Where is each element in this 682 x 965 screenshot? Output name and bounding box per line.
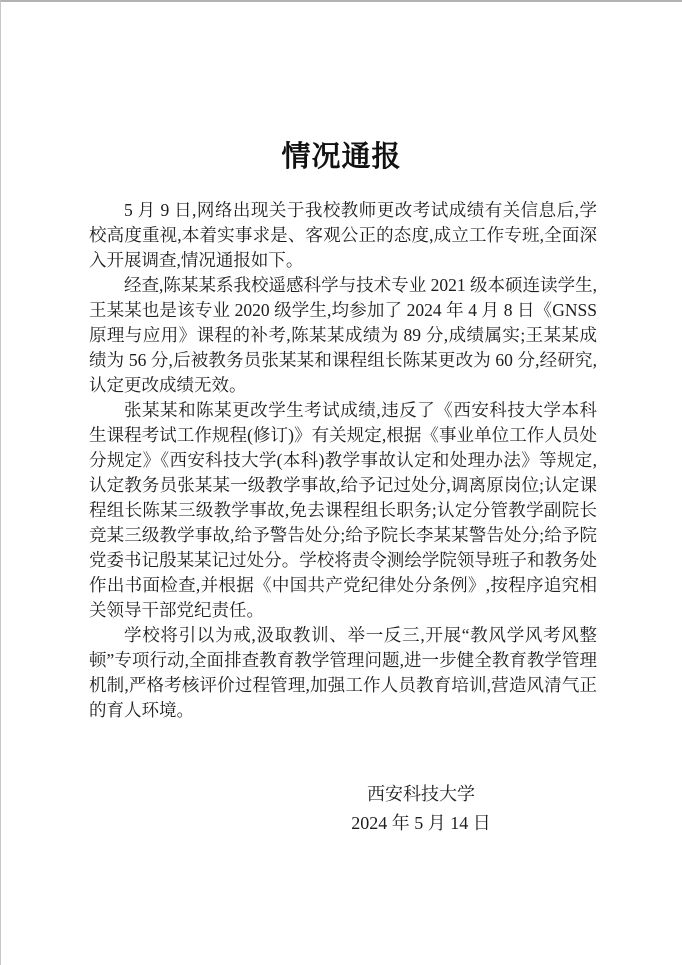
paragraph-disciplinary-actions: 张某某和陈某更改学生考试成绩,违反了《西安科技大学本科生课程考试工作规程(修订)》有关规定,根据《事业单位工作人员处分规定》《西安科技大学(本科)教学事故认定和处理办法》等规定,认定教务员张某某一级教学事故,给予记过处分,调离原岗位;认定课程组长陈某三级教学事故,免去课程组长职务;认定分管教学副院长竞某三级教学事故,给予警告处分;给予院长李某某警告处分;给予院党委书记殷某某记过处分。学校将责令测绘学院领导班子和教务处作出书面检查,并根据《中国共产党纪律处分条例》,按程序追究相关领导干部党纪责任。	[89, 400, 597, 620]
signature-date: 2024 年 5 月 14 日	[351, 813, 491, 833]
paragraph-rectification-measures: 学校将引以为戒,汲取教训、举一反三,开展“教风学风考风整顿”专项行动,全面排查教育教学管理问题,进一步健全教育教学管理机制,严格考核评价过程管理,加强工作人员教育培训,营造风清气正的育人环境。	[89, 625, 597, 720]
signature-block	[244, 780, 598, 838]
document-title: 情况通报	[281, 141, 402, 173]
document-body	[89, 198, 597, 723]
paragraph-intro: 5 月 9 日,网络出现关于我校教师更改考试成绩有关信息后,学校高度重视,本着实事求是、客观公正的态度,成立工作专班,全面深入开展调查,情况通报如下。	[89, 200, 597, 270]
paragraph-investigation-findings: 经查,陈某某系我校遥感科学与技术专业 2021 级本硕连读学生,王某某也是该专业 2020 级学生,均参加了 2024 年 4 月 8 日《GNSS 原理与应用》课程的补考,陈某某成绩为 89 分,成绩属实;王某某成绩为 56 分,后被教务员张某某和课程组长陈某更改为 60 分,经研究,认定更改成绩无效。	[89, 275, 597, 395]
signature-organization: 西安科技大学	[367, 784, 475, 804]
